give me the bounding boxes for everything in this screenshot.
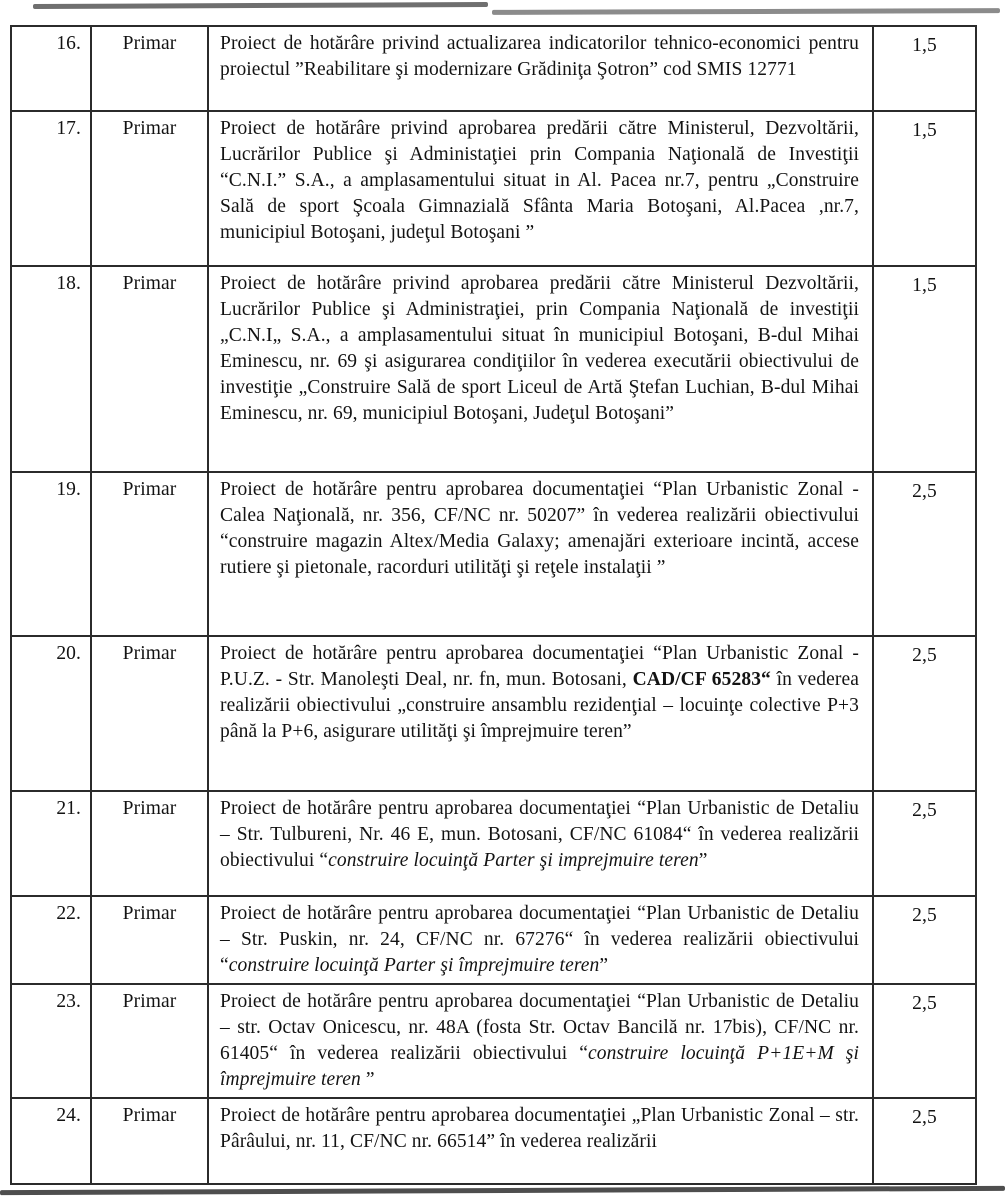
table-row bbox=[11, 26, 976, 111]
description-text-run: ” bbox=[698, 850, 708, 871]
row-number-cell: 17. bbox=[11, 111, 91, 266]
table-row bbox=[11, 472, 976, 636]
score-cell: 2,5 bbox=[873, 1098, 976, 1184]
row-number-cell: 19. bbox=[11, 472, 91, 636]
score-cell: 2,5 bbox=[873, 472, 976, 636]
description-text-run: CAD/CF 65283“ bbox=[632, 669, 771, 690]
initiator-cell: Primar bbox=[91, 636, 208, 791]
table-row bbox=[11, 791, 976, 896]
scan-artifact-top-right bbox=[492, 8, 1000, 15]
initiator-cell: Primar bbox=[91, 111, 208, 266]
row-number-cell: 23. bbox=[11, 984, 91, 1098]
description-text-run: ” bbox=[365, 1069, 375, 1090]
scan-artifact-bottom bbox=[0, 1186, 1005, 1195]
description-text-run: Proiect de hotărâre pentru aprobarea documentaţiei “Plan Urbanistic Zonal - P.U.Z. - Str. Manoleşti Deal, nr. fn, mun. Botosani, bbox=[220, 643, 859, 690]
table-row bbox=[11, 1098, 976, 1184]
description-text-run: construire locuinţă P+1E+M şi împrejmuire teren bbox=[220, 1043, 859, 1090]
initiator-cell: Primar bbox=[91, 26, 208, 111]
initiator-cell: Primar bbox=[91, 984, 208, 1098]
description-cell bbox=[208, 791, 873, 896]
description-cell bbox=[208, 896, 873, 984]
description-cell bbox=[208, 1098, 873, 1184]
row-number-cell: 24. bbox=[11, 1098, 91, 1184]
row-number-cell: 20. bbox=[11, 636, 91, 791]
description-text-run: Proiect de hotărâre pentru aprobarea documentaţiei “Plan Urbanistic Zonal - Calea Naţională, nr. 356, CF/NC nr. 50207” în vederea realizării obiectivului “construire magazin Altex/Media Galaxy; amenajări exterioare incintă, accese rutiere şi pietonale, racorduri utilităţi şi reţele instalaţii ” bbox=[220, 479, 859, 578]
initiator-cell: Primar bbox=[91, 1098, 208, 1184]
description-text-run: Proiect de hotărâre privind aprobarea predării către Ministerul Dezvoltării, Lucrărilor Publice şi Administraţiei, prin Compania Naţională de investiţii „C.N.I„ S.A., a amplasamentului situat în municipiul Botoşani, B-dul Mihai Eminescu, nr. 69 şi asigurarea condiţiilor în vederea executării obiectivului de investiţie „Construire Sală de sport Liceul de Artă Ştefan Luchian, B-dul Mihai Eminescu, nr. 69, municipiul Botoşani, Judeţul Botoşani” bbox=[220, 273, 859, 424]
description-cell bbox=[208, 266, 873, 472]
initiator-cell: Primar bbox=[91, 472, 208, 636]
scan-artifact-top-left bbox=[33, 2, 488, 9]
initiator-cell: Primar bbox=[91, 266, 208, 472]
table-row bbox=[11, 266, 976, 472]
description-text-run: Proiect de hotărâre pentru aprobarea documentaţiei “Plan Urbanistic de Detaliu – Str. Tulbureni, Nr. 46 E, mun. Botosani, CF/NC 61084“ în vederea realizării obiectivului “ bbox=[220, 798, 859, 871]
table-row bbox=[11, 636, 976, 791]
score-cell: 1,5 bbox=[873, 111, 976, 266]
row-number-cell: 18. bbox=[11, 266, 91, 472]
table-row bbox=[11, 111, 976, 266]
description-cell bbox=[208, 636, 873, 791]
description-text-run: construire locuinţă Parter şi imprejmuire teren bbox=[328, 850, 699, 871]
description-text-run: Proiect de hotărâre pentru aprobarea documentaţiei “Plan Urbanistic de Detaliu – str. Octav Onicescu, nr. 48A (fosta Str. Octav Bancilă nr. 17bis), CF/NC nr. 61405“ în vederea realizării obiectivului “ bbox=[220, 991, 859, 1064]
initiator-cell: Primar bbox=[91, 791, 208, 896]
row-number-cell: 16. bbox=[11, 26, 91, 111]
description-cell bbox=[208, 472, 873, 636]
description-text-run: Proiect de hotărâre pentru aprobarea documentaţiei „Plan Urbanistic Zonal – str. Pârâului, nr. 11, CF/NC nr. 66514” în vederea realizării bbox=[220, 1105, 859, 1152]
description-text-run: în vederea realizării obiectivului „construire ansamblu rezidenţial – locuinţe colective P+3 până la P+6, asigurare utilităţi şi împrejmuire teren” bbox=[220, 669, 859, 742]
description-cell bbox=[208, 111, 873, 266]
score-cell: 2,5 bbox=[873, 791, 976, 896]
row-number-cell: 21. bbox=[11, 791, 91, 896]
score-cell: 2,5 bbox=[873, 896, 976, 984]
score-cell: 1,5 bbox=[873, 26, 976, 111]
agenda-table bbox=[10, 25, 977, 1185]
row-number-cell: 22. bbox=[11, 896, 91, 984]
score-cell: 2,5 bbox=[873, 984, 976, 1098]
description-text-run: Proiect de hotărâre privind actualizarea indicatorilor tehnico-economici pentru proiectul ”Reabilitare şi modernizare Grădiniţa Şotron” cod SMIS 12771 bbox=[220, 33, 859, 80]
score-cell: 2,5 bbox=[873, 636, 976, 791]
description-text-run: Proiect de hotărâre privind aprobarea predării către Ministerul, Dezvoltării, Lucrărilor Publice şi Administaţiei prin Compania Naţională de Investiţii “C.N.I.” S.A., a amplasamentului situat in Al. Pacea nr.7, pentru „Construire Sală de sport Şcoala Gimnazială Sfânta Maria Botoşani, Al.Pacea ,nr.7, municipiul Botoşani, judeţul Botoşani ” bbox=[220, 118, 859, 243]
description-text-run: ” bbox=[599, 955, 609, 976]
table-row bbox=[11, 896, 976, 984]
description-text-run: construire locuinţă Parter şi împrejmuire teren bbox=[228, 955, 600, 976]
description-cell bbox=[208, 26, 873, 111]
description-cell bbox=[208, 984, 873, 1098]
initiator-cell: Primar bbox=[91, 896, 208, 984]
table-row bbox=[11, 984, 976, 1098]
description-text-run: Proiect de hotărâre pentru aprobarea documentaţiei “Plan Urbanistic de Detaliu – Str. Puskin, nr. 24, CF/NC nr. 67276“ în vederea realizării obiectivului “ bbox=[220, 903, 859, 976]
score-cell: 1,5 bbox=[873, 266, 976, 472]
